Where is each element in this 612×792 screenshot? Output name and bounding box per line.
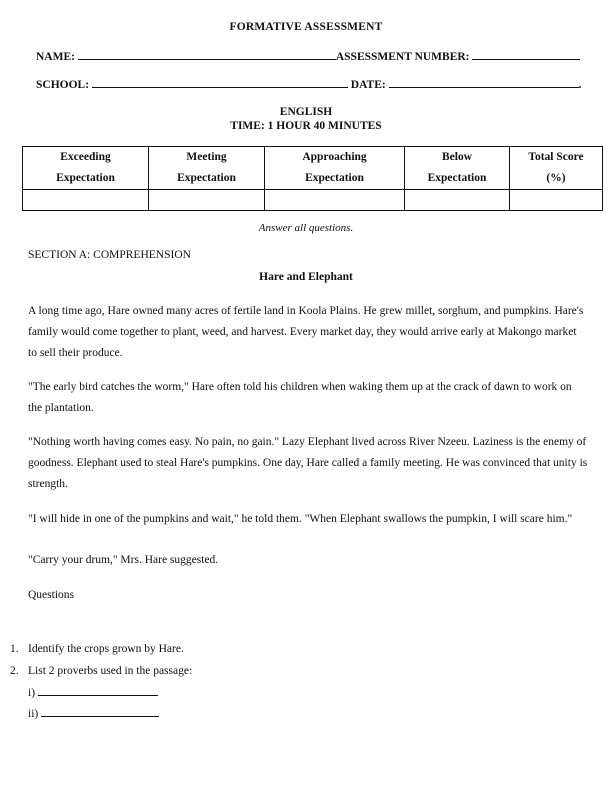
answer-label: ii)	[28, 708, 39, 720]
question-item	[10, 643, 184, 655]
score-table-header-cell: Meeting Expectation	[149, 147, 265, 190]
section-heading: SECTION A: COMPREHENSION	[28, 249, 191, 261]
assessment-number-label: ASSESSMENT NUMBER:	[335, 51, 470, 63]
school-row	[36, 78, 581, 91]
story-title: Hare and Elephant	[259, 271, 353, 283]
score-table-header-row	[23, 147, 603, 190]
score-table-header-cell: Total Score (%)	[510, 147, 603, 190]
date-label: DATE:	[350, 79, 386, 91]
passage-paragraph: "I will hide in one of the pumpkins and wait," he told them. "When Elephant swallows the pumpkin, I will scare him."	[28, 513, 573, 525]
answer-blank[interactable]	[41, 707, 159, 717]
date-field[interactable]	[389, 78, 579, 88]
assessment-number-field[interactable]	[472, 50, 580, 60]
score-table	[22, 146, 603, 211]
answer-label: i)	[28, 687, 36, 699]
instruction-text: Answer all questions.	[258, 222, 354, 234]
score-table-header-cell: Approaching Expectation	[265, 147, 405, 190]
question-number: 1.	[10, 643, 19, 655]
question-text: List 2 proverbs used in the passage:	[28, 665, 193, 677]
name-label: NAME:	[36, 51, 75, 63]
page-title: FORMATIVE ASSESSMENT	[229, 21, 383, 33]
question-text: Identify the crops grown by Hare.	[28, 643, 184, 655]
score-cell[interactable]	[265, 190, 405, 211]
date-end: .	[578, 79, 582, 91]
question-number: 2.	[10, 665, 19, 677]
answer-line	[28, 707, 159, 720]
score-cell[interactable]	[405, 190, 510, 211]
score-cell[interactable]	[23, 190, 149, 211]
passage-paragraph: "Carry your drum," Mrs. Hare suggested.	[28, 554, 219, 566]
score-cell[interactable]	[149, 190, 265, 211]
subject-label: ENGLISH	[279, 106, 333, 118]
passage-paragraph: "The early bird catches the worm," Hare often told his children when waking them up at the crack of dawn to work on the plantation.	[28, 381, 572, 414]
question-item	[10, 665, 192, 677]
name-field[interactable]	[78, 50, 336, 60]
school-field[interactable]	[92, 78, 348, 88]
answer-line	[28, 686, 158, 699]
score-table-header-cell: Exceeding Expectation	[23, 147, 149, 190]
passage-paragraph: A long time ago, Hare owned many acres of fertile land in Koola Plains. He grew millet, sorghum, and pumpkins. Hare's family would come together to plant, weed, and harvest. Every market day, they would arrive early at Makongo market to sell their produce.	[28, 305, 584, 359]
score-cell[interactable]	[510, 190, 603, 211]
name-row	[36, 50, 580, 63]
score-table-header-cell: Below Expectation	[405, 147, 510, 190]
school-label: SCHOOL:	[36, 79, 90, 91]
score-table-entry-row	[23, 190, 603, 211]
time-label: TIME: 1 HOUR 40 MINUTES	[230, 120, 382, 132]
answer-blank[interactable]	[38, 686, 158, 696]
passage-paragraph: "Nothing worth having comes easy. No pain, no gain." Lazy Elephant lived across River Nzeeu. Laziness is the enemy of goodness. Elephant used to steal Hare's pumpkins. One day, Hare called a family meeting. He was convinced that unity is strength.	[28, 436, 588, 490]
questions-heading: Questions	[28, 589, 74, 601]
